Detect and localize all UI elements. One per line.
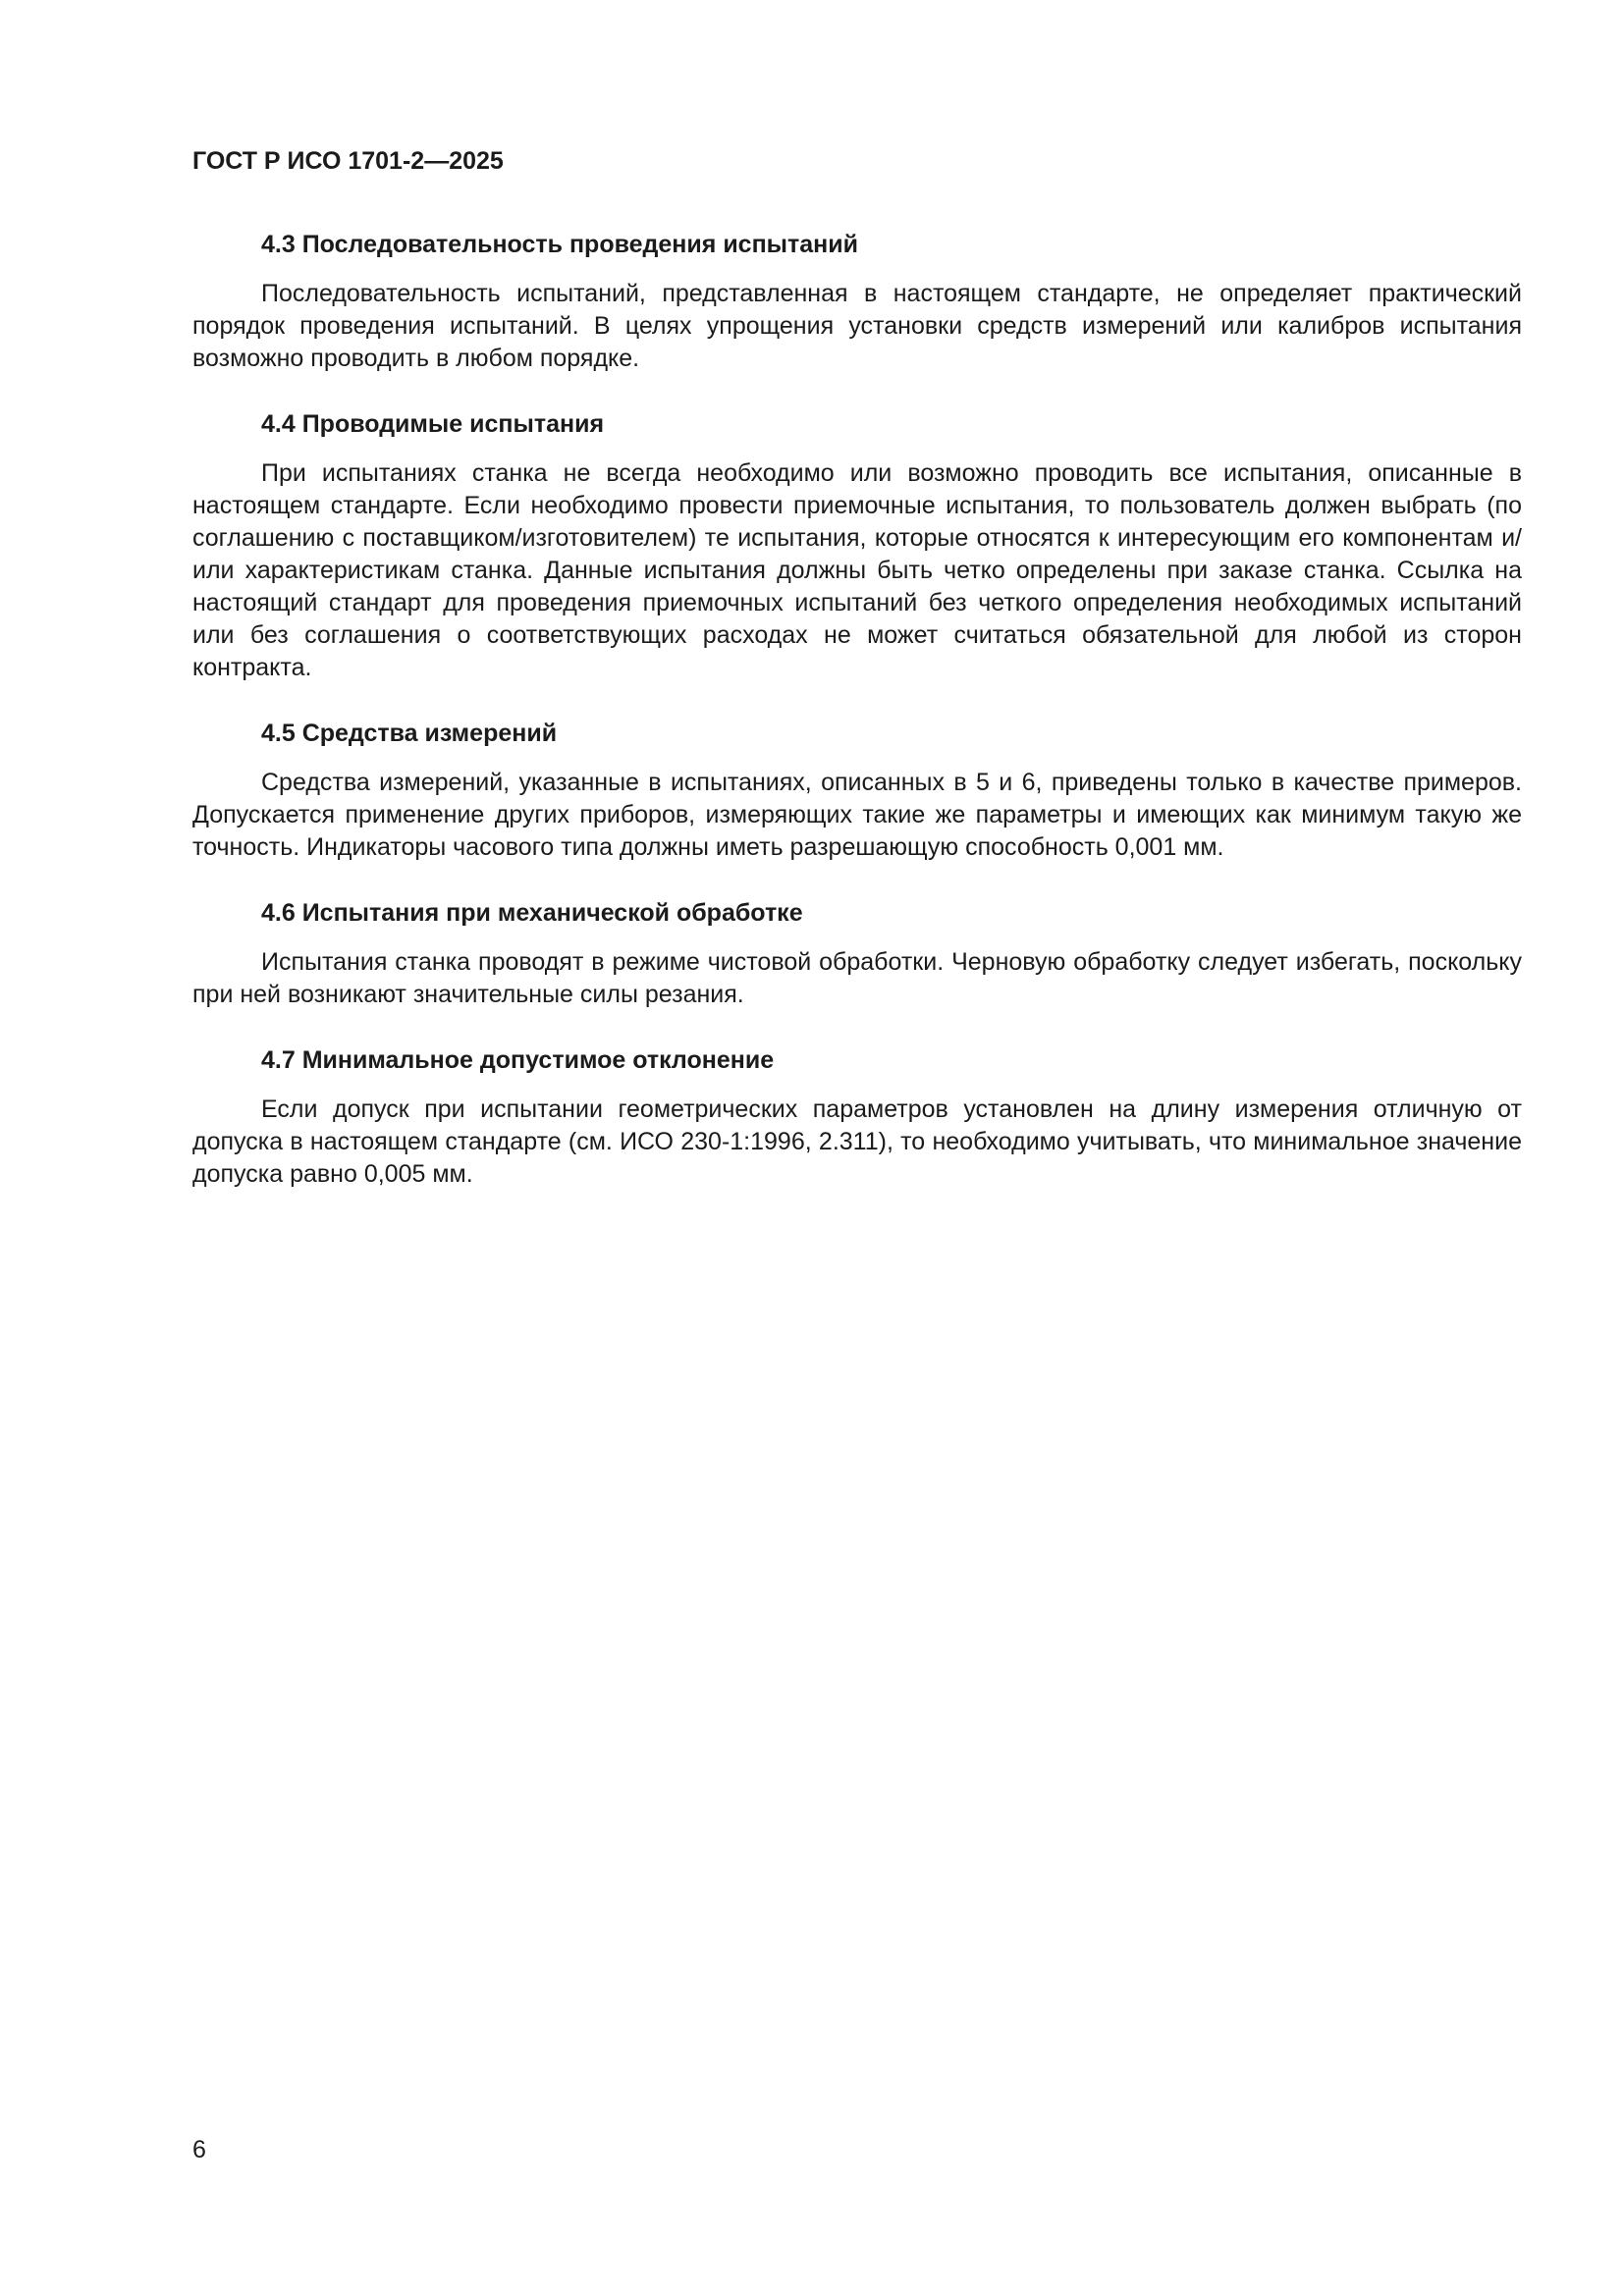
section-4-7 bbox=[192, 1044, 1522, 1191]
section-heading-4-5: 4.5 Средства измерений bbox=[261, 720, 558, 747]
document-header-number: ГОСТ Р ИСО 1701-2—2025 bbox=[192, 147, 504, 175]
section-paragraph-4-5: Средства измерений, указанные в испытаниях, описанных в 5 и 6, приведены только в качестве примеров. Допускается применение других приборов, измеряющих такие же параметры и имеющих как минимум такую же точность. Индикаторы часового типа должны иметь разрешающую способность 0,001 мм. bbox=[192, 769, 1522, 861]
section-heading-4-7: 4.7 Минимальное допустимое отклонение bbox=[261, 1046, 775, 1074]
section-heading-4-4: 4.4 Проводимые испытания bbox=[261, 410, 605, 438]
section-paragraph-4-4: При испытаниях станка не всегда необходимо или возможно проводить все испытания, описанные в настоящем стандарте. Если необходимо провести приемочные испытания, то пользователь должен выбрать (по соглашению с поставщиком/изготовителем) те испытания, которые относятся к интересующим его компонентам и/или характеристикам станка. Данные испытания должны быть четко определены при заказе станка. Ссылка на настоящий стандарт для проведения приемочных испытаний без четкого определения необходимых испытаний или без соглашения о соответствующих расходах не может считаться обязательной для любой из сторон контракта. bbox=[192, 459, 1522, 681]
section-4-4 bbox=[192, 408, 1522, 684]
section-paragraph-4-6: Испытания станка проводят в режиме чистовой обработки. Черновую обработку следует избегать, поскольку при ней возникают значительные силы резания. bbox=[192, 948, 1522, 1008]
section-4-3 bbox=[192, 229, 1522, 375]
section-heading-4-6: 4.6 Испытания при механической обработке bbox=[261, 899, 803, 927]
section-heading-4-3: 4.3 Последовательность проведения испытаний bbox=[261, 231, 859, 258]
section-4-5 bbox=[192, 718, 1522, 864]
section-4-6 bbox=[192, 897, 1522, 1011]
section-paragraph-4-7: Если допуск при испытании геометрических параметров установлен на длину измерения отличную от допуска в настоящем стандарте (см. ИСО 230-1:1996, 2.311), то необходимо учитывать, что минимальное значение допуска равно 0,005 мм. bbox=[192, 1095, 1522, 1188]
page-number: 6 bbox=[192, 2136, 206, 2163]
section-paragraph-4-3: Последовательность испытаний, представленная в настоящем стандарте, не определяет практический порядок проведения испытаний. В целях упрощения установки средств измерений или калибров испытания возможно проводить в любом порядке. bbox=[192, 280, 1522, 372]
